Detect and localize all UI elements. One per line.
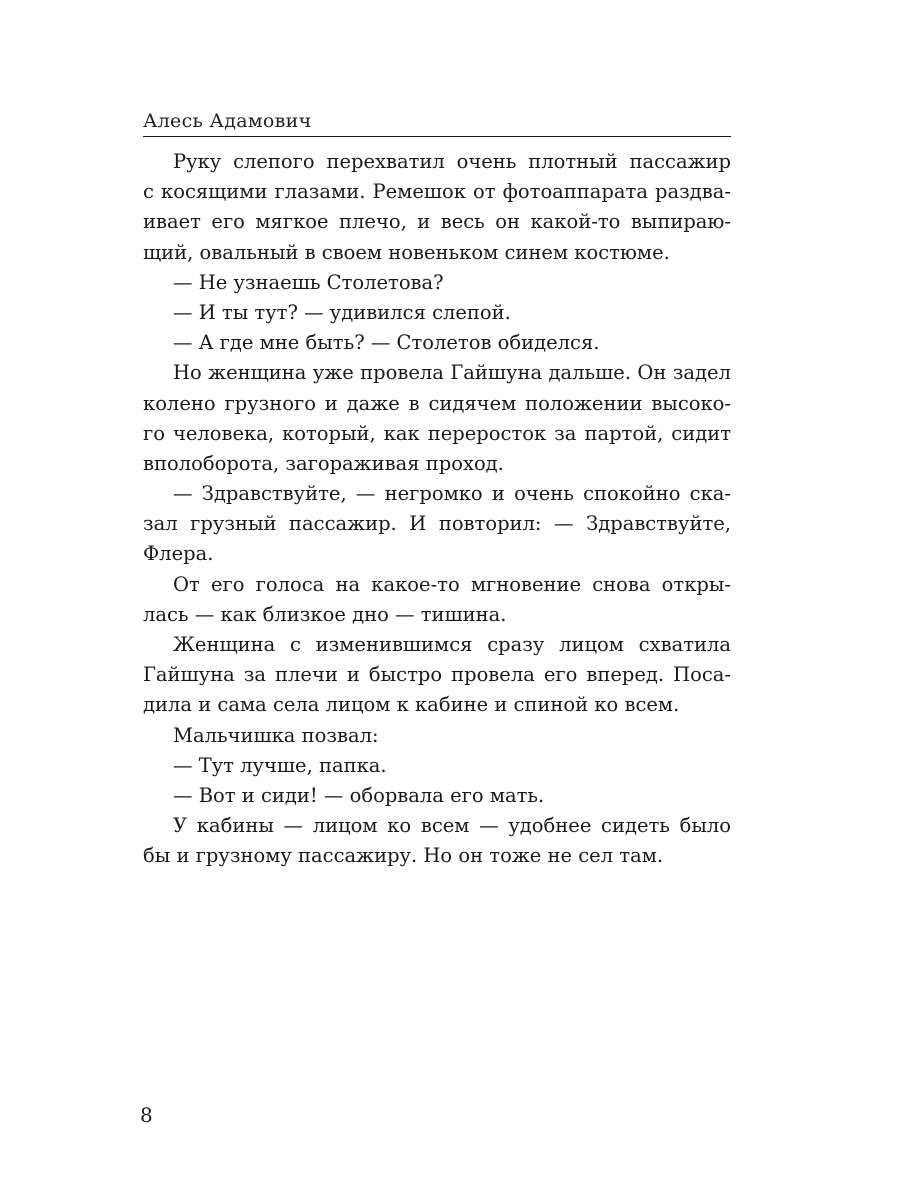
text-line: Но женщина уже провела Гайшуна дальше. Он задел	[173, 361, 731, 385]
running-head-author: Алесь Адамович	[143, 107, 731, 137]
body-text	[143, 147, 731, 872]
text-line: — И ты тут? — удивился слепой.	[173, 300, 511, 324]
text-line: От его голоса на какое-то мгновение снова откры-	[173, 572, 731, 596]
text-line: ивает его мягкое плечо, и весь он какой-то выпираю-	[143, 210, 731, 234]
text-line: бы и грузному пассажиру. Но он тоже не сел там.	[143, 844, 664, 868]
text-line: дила и сама села лицом к кабине и спиной ко всем.	[143, 693, 680, 717]
text-line: щий, овальный в своем новеньком синем костюме.	[143, 240, 670, 264]
text-line: Мальчишка позвал:	[173, 723, 379, 747]
text-line: го человека, который, как переросток за партой, сидит	[143, 421, 731, 445]
text-line: колено грузного и даже в сидячем положении высоко-	[143, 391, 731, 415]
text-line: Женщина с изменившимся сразу лицом схватила	[173, 633, 731, 656]
text-line: — А где мне быть? — Столетов обиделся.	[173, 331, 600, 355]
text-line: Гайшуна за плечи и быстро провела его вперед. Поса-	[143, 663, 731, 687]
text-line: лась — как близкое дно — тишина.	[143, 602, 507, 626]
text-line: — Тут лучше, папка.	[173, 753, 387, 777]
text-line: Руку слепого перехватил очень плотный пассажир	[173, 150, 731, 173]
text-line: — Здравствуйте, — негромко и очень спокойно ска-	[173, 482, 731, 506]
text-line: Флера.	[143, 542, 214, 566]
text-line: — Вот и сиди! — оборвала его мать.	[173, 783, 545, 807]
text-line: У кабины — лицом ко всем — удобнее сидеть было	[173, 814, 731, 838]
text-line: вполоборота, загораживая проход.	[143, 451, 504, 475]
text-line: зал грузный пассажир. И повторил: — Здравствуйте,	[143, 512, 731, 536]
text-line: — Не узнаешь Столетова?	[173, 270, 444, 294]
text-line: с косящими глазами. Ремешок от фотоаппарата раздва-	[143, 180, 731, 204]
page-number: 8	[140, 1103, 153, 1127]
